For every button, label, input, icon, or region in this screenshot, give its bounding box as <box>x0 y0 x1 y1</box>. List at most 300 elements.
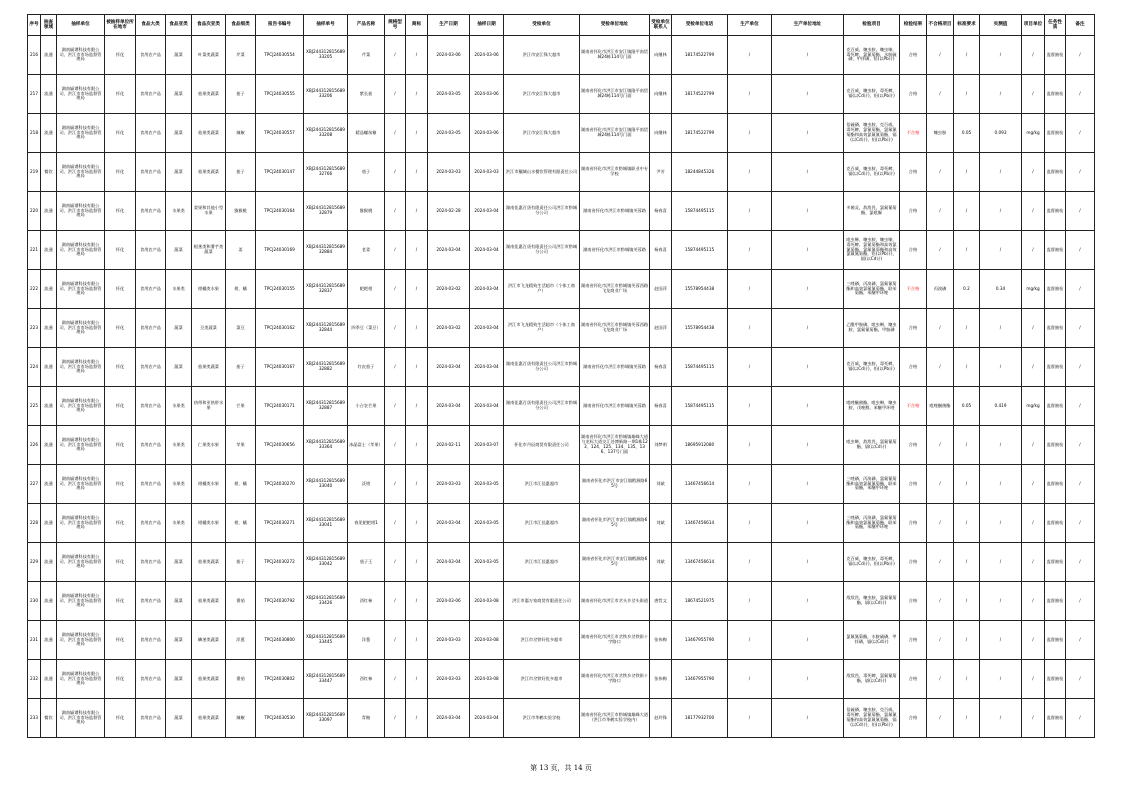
table-cell: 18177932700 <box>672 699 728 738</box>
table-cell: 水果类 <box>166 192 192 231</box>
table-cell: / <box>772 465 844 504</box>
table-cell: 茄果类蔬菜 <box>192 699 226 738</box>
table-cell: 水果类 <box>166 270 192 309</box>
table-cell: 茄果类蔬菜 <box>192 75 226 114</box>
table-row <box>28 231 1095 270</box>
table-cell: 姜 <box>226 231 256 270</box>
table-cell: 2024-03-04 <box>428 348 470 387</box>
column-header: 不合格项目 <box>927 15 954 36</box>
table-cell: / <box>954 621 980 660</box>
table-cell: / <box>406 231 428 270</box>
table-cell: 仁果类水果 <box>192 426 226 465</box>
table-cell: 2024-03-04 <box>470 192 504 231</box>
table-cell: / <box>772 621 844 660</box>
table-cell: 2024-03-07 <box>470 426 504 465</box>
table-cell: 湖南辐谱科技有限公司、洪江市市场监督管理局 <box>57 387 105 426</box>
table-cell: / <box>1066 543 1095 582</box>
table-cell: / <box>728 270 772 309</box>
table-cell: / <box>1022 153 1045 192</box>
table-cell: 流通 <box>41 504 57 543</box>
table-cell: / <box>1022 660 1045 699</box>
table-cell: / <box>728 309 772 348</box>
table-cell: / <box>954 192 980 231</box>
table-cell: 西红柿 <box>348 582 385 621</box>
table-row <box>28 582 1095 621</box>
table-cell: TPCJ24030164 <box>256 192 304 231</box>
table-cell: 张伟梅 <box>650 621 672 660</box>
table-cell: / <box>385 699 406 738</box>
table-cell: 2024-03-04 <box>470 309 504 348</box>
table-cell: 18174522799 <box>672 114 728 153</box>
table-cell: 221 <box>28 231 41 270</box>
table-cell: 湖南辐谱科技有限公司、洪江市市场监督管理局 <box>57 75 105 114</box>
table-cell: 监督抽检 <box>1045 504 1066 543</box>
table-cell: 2024-03-06 <box>428 582 470 621</box>
table-cell: 2024-03-06 <box>470 75 504 114</box>
table-cell: 刘斌 <box>650 504 672 543</box>
table-cell: / <box>954 582 980 621</box>
table-cell: 湖南辐谱科技有限公司、洪江市市场监督管理局 <box>57 582 105 621</box>
table-cell: XBJ24431281568932766 <box>304 153 348 192</box>
table-cell: mg/kg <box>1022 270 1045 309</box>
column-header: 食品次亚类 <box>192 15 226 36</box>
table-cell: 豆类蔬菜 <box>192 309 226 348</box>
column-header: 实测值 <box>980 15 1022 36</box>
table-cell: / <box>927 621 954 660</box>
table-cell: 蔬菜 <box>166 660 192 699</box>
table-cell: 233 <box>28 699 41 738</box>
table-cell: / <box>980 582 1022 621</box>
table-cell: / <box>927 231 954 270</box>
table-header <box>28 15 1095 36</box>
table-cell: XBJ24431281568933205 <box>304 36 348 75</box>
column-header: 报告书编号 <box>256 15 304 36</box>
table-cell: 蔬菜 <box>166 153 192 192</box>
table-cell: / <box>927 153 954 192</box>
table-cell: / <box>927 582 954 621</box>
table-cell: / <box>980 348 1022 387</box>
table-cell: 监督抽检 <box>1045 153 1066 192</box>
table-cell: 食用农产品 <box>136 75 166 114</box>
table-row <box>28 309 1095 348</box>
table-cell: 向继林 <box>650 114 672 153</box>
table-cell: 监督抽检 <box>1045 114 1066 153</box>
table-cell: 2024-02-11 <box>428 426 470 465</box>
table-cell: / <box>728 621 772 660</box>
table-row <box>28 387 1095 426</box>
table-cell: 13467456614 <box>672 543 728 582</box>
table-cell: 洪江市江佳惠超市 <box>504 465 580 504</box>
table-cell: 蔬菜 <box>166 75 192 114</box>
table-cell: 噻虫胺 <box>927 114 954 153</box>
table-cell: 0.093 <box>980 114 1022 153</box>
table-cell: TPCJ24030270 <box>256 465 304 504</box>
table-cell: / <box>728 504 772 543</box>
table-cell: 2024-03-05 <box>470 543 504 582</box>
table-cell: 向继林 <box>650 36 672 75</box>
column-header: 序号 <box>28 15 41 36</box>
table-cell: 2024-03-06 <box>470 114 504 153</box>
table-cell: / <box>385 465 406 504</box>
table-cell: 番茄 <box>226 582 256 621</box>
table-cell: 冰晶富士（苹果） <box>348 426 385 465</box>
table-cell: 18674521975 <box>672 582 728 621</box>
table-cell: / <box>406 36 428 75</box>
table-cell: 2024-03-08 <box>470 582 504 621</box>
column-header: 备注 <box>1066 15 1095 36</box>
table-cell: 湖南省怀化市洪江市黔城镇职业中专学校 <box>580 153 650 192</box>
table-cell: 不合格 <box>900 270 927 309</box>
table-cell: / <box>980 231 1022 270</box>
table-cell: 茄子王 <box>348 543 385 582</box>
table-cell: / <box>1022 192 1045 231</box>
table-row <box>28 660 1095 699</box>
table-cell: / <box>1066 699 1095 738</box>
table-cell: 2024-02-28 <box>428 192 470 231</box>
table-cell: 湖南省怀化市洪江市黔城镇雄峰大道与龙标大道交汇处博新路一期1栋123、124、125、134、135、136、137号门面 <box>580 426 650 465</box>
table-cell: / <box>927 504 954 543</box>
table-cell: / <box>772 543 844 582</box>
table-cell: / <box>1022 621 1045 660</box>
column-header: 受检单位地址 <box>580 15 650 36</box>
table-cell: / <box>772 153 844 192</box>
table-cell: / <box>954 504 980 543</box>
column-header: 抽样单位 <box>57 15 105 36</box>
table-cell: 219 <box>28 153 41 192</box>
table-cell: 洪江市江佳惠超市 <box>504 504 580 543</box>
table-cell: / <box>772 36 844 75</box>
table-cell: 不合格 <box>900 114 927 153</box>
table-cell: / <box>1022 465 1045 504</box>
table-cell: / <box>406 621 428 660</box>
table-cell: / <box>1022 75 1045 114</box>
table-cell: 浆果和其他小型水果 <box>192 192 226 231</box>
table-cell: / <box>406 699 428 738</box>
table-cell: 柑、橘 <box>226 270 256 309</box>
table-cell: 怀化 <box>105 114 136 153</box>
table-row <box>28 426 1095 465</box>
table-cell: / <box>772 504 844 543</box>
table-cell: / <box>385 348 406 387</box>
table-cell: / <box>980 465 1022 504</box>
table-cell: 监督抽检 <box>1045 348 1066 387</box>
table-cell: 0.419 <box>980 387 1022 426</box>
table-cell: / <box>406 660 428 699</box>
table-cell: / <box>980 309 1022 348</box>
table-cell: 四季豆（菜豆） <box>348 309 385 348</box>
table-cell: TPCJ24030792 <box>256 582 304 621</box>
table-cell: / <box>1022 348 1045 387</box>
table-cell: / <box>1066 192 1095 231</box>
table-cell: 湖南辐谱科技有限公司、洪江市市场监督管理局 <box>57 231 105 270</box>
table-cell: / <box>406 348 428 387</box>
table-cell: 怀化 <box>105 75 136 114</box>
column-header: 项目单位 <box>1022 15 1045 36</box>
table-cell: 洪江市华鹤实验学校 <box>504 699 580 738</box>
table-cell: 合格 <box>900 621 927 660</box>
table-cell: / <box>954 465 980 504</box>
table-cell: / <box>728 465 772 504</box>
table-cell: 湖南佳惠百货有限责任公司洪江市黔城分公司 <box>504 231 580 270</box>
table-cell: / <box>1022 426 1045 465</box>
table-cell: 杨春喜 <box>650 231 672 270</box>
table-cell: 217 <box>28 75 41 114</box>
table-cell: 怀化 <box>105 348 136 387</box>
table-cell: / <box>728 426 772 465</box>
table-cell: 食用农产品 <box>136 426 166 465</box>
table-cell: 茄子 <box>226 153 256 192</box>
table-cell: 芹菜 <box>348 36 385 75</box>
table-cell: 224 <box>28 348 41 387</box>
table-cell: 蔬菜 <box>166 36 192 75</box>
table-cell: 湖南辐谱科技有限公司、洪江市市场监督管理局 <box>57 270 105 309</box>
table-cell: / <box>954 36 980 75</box>
table-cell: 怀化 <box>105 621 136 660</box>
table-cell: 227 <box>28 465 41 504</box>
table-cell: 湖南佳惠百货有限责任公司洪江市黔城分公司 <box>504 387 580 426</box>
table-cell: 2024-03-03 <box>428 660 470 699</box>
table-cell: 食用农产品 <box>136 465 166 504</box>
table-cell: 13467456614 <box>672 504 728 543</box>
table-cell: 流通 <box>41 465 57 504</box>
table-cell: 2024-03-05 <box>428 114 470 153</box>
table-cell: 怀化 <box>105 270 136 309</box>
table-cell: 流通 <box>41 309 57 348</box>
table-cell: 监督抽检 <box>1045 231 1066 270</box>
table-cell: 柑橘类水果 <box>192 465 226 504</box>
table-cell: / <box>406 309 428 348</box>
table-cell: 合格 <box>900 309 927 348</box>
table-cell: 耙耙柑 <box>348 270 385 309</box>
table-cell: 220 <box>28 192 41 231</box>
table-cell: 氯氟氰菊酯，水胺硫磷，甲拌磷，镉(以Cd计) <box>844 621 900 660</box>
table-cell: 杨春喜 <box>650 192 672 231</box>
table-cell: 湖南省怀化市洪江市黔城镇雄峰大道（洪江市华鹤实验学校内） <box>580 699 650 738</box>
table-cell: 多菌灵，敌敌畏，氯氟氰菊酯，氯吡脲 <box>844 192 900 231</box>
table-cell: 刘梦明 <box>650 426 672 465</box>
table-cell: 柑、橘 <box>226 465 256 504</box>
column-header: 检验项目 <box>844 15 900 36</box>
table-cell: 洋葱 <box>226 621 256 660</box>
table-cell: XBJ24431281568933097 <box>304 699 348 738</box>
table-cell: 怀化 <box>105 465 136 504</box>
table-cell: / <box>772 348 844 387</box>
table-cell: 食用农产品 <box>136 114 166 153</box>
table-cell: / <box>772 75 844 114</box>
table-cell: 2024-03-02 <box>428 270 470 309</box>
table-cell: 15874495115 <box>672 192 728 231</box>
table-cell: 流通 <box>41 75 57 114</box>
table-cell: / <box>385 582 406 621</box>
table-body <box>28 36 1095 738</box>
table-cell: 三唑磷，丙溴磷，氯氟氰菊酯和高效氯氟氰菊酯，联苯菊酯，苯醚甲环唑 <box>844 270 900 309</box>
table-cell: / <box>728 192 772 231</box>
table-cell: 食用农产品 <box>136 36 166 75</box>
table-cell: / <box>728 348 772 387</box>
table-cell: 怀化 <box>105 582 136 621</box>
table-cell: / <box>728 36 772 75</box>
table-cell: / <box>772 426 844 465</box>
table-row <box>28 153 1095 192</box>
table-cell: 怀化 <box>105 543 136 582</box>
table-cell: 食用农产品 <box>136 309 166 348</box>
table-cell: 水果类 <box>166 387 192 426</box>
table-cell: / <box>406 153 428 192</box>
table-cell: / <box>385 387 406 426</box>
table-cell: TPCJ24030169 <box>256 231 304 270</box>
table-cell: 湖南省怀化市洪江市黔城镇芙蓉西路飞龙商业广场 <box>580 309 650 348</box>
table-cell: / <box>728 114 772 153</box>
table-cell: XBJ24431281568933041 <box>304 504 348 543</box>
table-cell: 三唑磷，丙溴磷，氯氟氰菊酯和高效氯氟氰菊酯，联苯菊酯，苯醚甲环唑 <box>844 465 900 504</box>
table-cell: 18174522799 <box>672 75 728 114</box>
table-cell: 食用农产品 <box>136 387 166 426</box>
table-cell: / <box>1066 465 1095 504</box>
table-cell: TPCJ24030555 <box>256 75 304 114</box>
table-cell: / <box>772 309 844 348</box>
table-cell: 合格 <box>900 426 927 465</box>
table-cell: / <box>385 426 406 465</box>
table-row <box>28 36 1095 75</box>
table-cell: TPCJ24030271 <box>256 504 304 543</box>
table-cell: 赵国萍 <box>650 270 672 309</box>
table-cell: 18244845326 <box>672 153 728 192</box>
table-cell: 湖南省怀化市洪江市黔城镇芙蓉西路飞龙商业广场 <box>580 270 650 309</box>
table-cell: / <box>1066 36 1095 75</box>
table-cell: / <box>728 582 772 621</box>
table-row <box>28 504 1095 543</box>
table-cell: XBJ24431281568933364 <box>304 426 348 465</box>
table-cell: 2024-03-04 <box>428 387 470 426</box>
table-cell: 猕猴桃 <box>348 192 385 231</box>
table-cell: / <box>772 114 844 153</box>
table-cell: / <box>1022 309 1045 348</box>
table-cell: 15578954438 <box>672 309 728 348</box>
table-cell: 乙酰甲胺磷，吡虫啉，噻虫胺，氯氟氰菊酯，甲胺磷 <box>844 309 900 348</box>
column-header: 被抽样单位所在地市 <box>105 15 136 36</box>
table-cell: 18174522799 <box>672 36 728 75</box>
table-cell: 茄果类蔬菜 <box>192 660 226 699</box>
table-cell: 敌敌畏，噻虫胺，氯氟氰菊酯，镉(以Cd计) <box>844 582 900 621</box>
table-cell: 怀化 <box>105 660 136 699</box>
table-cell: / <box>406 582 428 621</box>
column-header: 受检单位 <box>504 15 580 36</box>
table-cell: 精品螺丝椒 <box>348 114 385 153</box>
column-header: 抽样日期 <box>470 15 504 36</box>
table-cell: / <box>980 699 1022 738</box>
table-cell: 青椒 <box>348 699 385 738</box>
table-cell: / <box>728 699 772 738</box>
column-header: 生产单位 <box>728 15 772 36</box>
table-cell: 怀化 <box>105 192 136 231</box>
table-cell: 湖南省怀化市洪江市黔城镇芙蓉路 <box>580 192 650 231</box>
table-cell: 洪江市飞龙精致生活超市（个体工商户） <box>504 309 580 348</box>
table-cell: / <box>1066 621 1095 660</box>
table-cell: / <box>728 153 772 192</box>
table-cell: 蔬菜 <box>166 699 192 738</box>
table-cell: / <box>385 231 406 270</box>
table-cell: 茄果类蔬菜 <box>192 114 226 153</box>
table-cell: / <box>406 426 428 465</box>
table-cell: / <box>406 504 428 543</box>
table-cell: 流通 <box>41 36 57 75</box>
table-cell: 合格 <box>900 699 927 738</box>
table-cell: 2024-03-06 <box>428 36 470 75</box>
table-cell: 怀化市丹辰商贸有限责任公司 <box>504 426 580 465</box>
table-cell: 怀化 <box>105 231 136 270</box>
table-cell: 2024-03-08 <box>470 621 504 660</box>
table-cell: 2024-03-08 <box>470 660 504 699</box>
table-cell: 0.05 <box>954 114 980 153</box>
table-cell: 蔬菜 <box>166 348 192 387</box>
table-cell: 湖南佳惠百货有限责任公司洪江市黔城分公司 <box>504 348 580 387</box>
table-cell: 2024-03-06 <box>470 36 504 75</box>
table-cell: 223 <box>28 309 41 348</box>
table-cell: 食用农产品 <box>136 231 166 270</box>
table-cell: 湖南辐谱科技有限公司、洪江市市场监督管理局 <box>57 348 105 387</box>
table-cell: 吡唑醚菌酯 <box>927 387 954 426</box>
table-cell: XBJ24431281568933206 <box>304 75 348 114</box>
table-cell: / <box>1066 660 1095 699</box>
table-cell: 230 <box>28 582 41 621</box>
table-cell: 2024-03-04 <box>428 543 470 582</box>
table-cell: 克百威，噻虫胺，噻虫嗪，毒死蜱，氯氰菊酯，水胺硫磷，甲拌磷，铅(以Pb计) <box>844 36 900 75</box>
table-cell: 2024-03-04 <box>428 699 470 738</box>
table-cell: / <box>1066 153 1095 192</box>
table-cell: / <box>927 309 954 348</box>
table-cell: 湖南辐谱科技有限公司、洪江市市场监督管理局 <box>57 543 105 582</box>
table-cell: / <box>1066 231 1095 270</box>
table-cell: XBJ24431281568933426 <box>304 582 348 621</box>
table-cell: 湖南辐谱科技有限公司、洪江市市场监督管理局 <box>57 465 105 504</box>
table-cell: 合格 <box>900 348 927 387</box>
table-cell: / <box>1022 504 1045 543</box>
table-cell: XBJ24431281568932887 <box>304 387 348 426</box>
column-header: 规格型号 <box>385 15 406 36</box>
table-cell: 杨春喜 <box>650 387 672 426</box>
table-cell: 怀化 <box>105 153 136 192</box>
table-cell: 监督抽检 <box>1045 660 1066 699</box>
table-cell: 唐哲文 <box>650 582 672 621</box>
table-cell: / <box>772 660 844 699</box>
table-cell: / <box>385 504 406 543</box>
table-cell: 湖南省怀化市洪江市安江镇隆平南贸城24栋114号门面 <box>580 36 650 75</box>
table-cell: XBJ24431281568932844 <box>304 309 348 348</box>
table-cell: / <box>980 426 1022 465</box>
table-cell: / <box>1022 543 1045 582</box>
table-cell: / <box>954 309 980 348</box>
table-cell: 蔬菜 <box>166 231 192 270</box>
table-cell: 13467456614 <box>672 465 728 504</box>
table-cell: 苹果 <box>226 426 256 465</box>
table-cell: 流通 <box>41 543 57 582</box>
table-cell: / <box>772 192 844 231</box>
table-cell: XBJ24431281568933042 <box>304 543 348 582</box>
table-cell: XBJ24431281568933208 <box>304 114 348 153</box>
table-cell: 2024-03-05 <box>470 465 504 504</box>
table-cell: / <box>1066 270 1095 309</box>
table-cell: 监督抽检 <box>1045 543 1066 582</box>
table-cell: 食用农产品 <box>136 192 166 231</box>
table-cell: / <box>1066 504 1095 543</box>
table-cell: 2024-03-04 <box>428 504 470 543</box>
table-cell: 湖南省怀化市洪江市岔头乡岔头街道 <box>580 582 650 621</box>
table-cell: 蔬菜 <box>166 621 192 660</box>
table-cell: / <box>927 75 954 114</box>
table-cell: / <box>1022 36 1045 75</box>
table-cell: / <box>406 75 428 114</box>
table-cell: 监督抽检 <box>1045 270 1066 309</box>
